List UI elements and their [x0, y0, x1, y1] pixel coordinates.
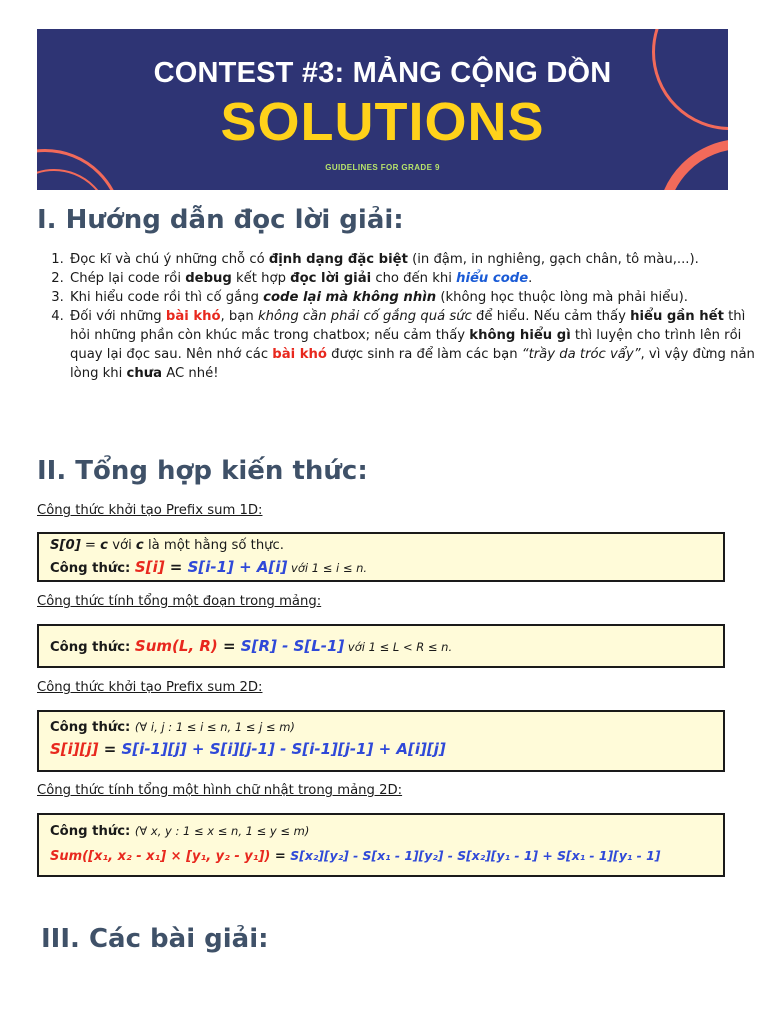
formula-2-box	[37, 624, 725, 668]
guideline-item-4: 4. Đối với những bài khó, bạn không cần phải cố gắng quá sức để hiểu. Nếu cảm thấy hiểu gần hết thì hỏi những phần còn khúc mắc trong chatbox; nếu cảm thấy không hiểu gì thì luyện cho trình lên rồi quay lại đọc sau. Nên nhớ các bài khó được sinh ra để làm các bạn “trầy da tróc vẩy”, vì vậy đừng nản lòng khi chưa AC nhé!	[68, 307, 758, 383]
formula-4-line-2: Sum([x₁, x₂ - x₁] × [y₁, y₂ - y₁]) = S[x₂][y₂] - S[x₁ - 1][y₂] - S[x₂][y₁ - 1] + S[x₁ - 1][y₁ - 1]	[50, 848, 661, 864]
banner-solutions-title: SOLUTIONS	[220, 92, 545, 152]
formula-2-heading: Công thức tính tổng một đoạn trong mảng:	[37, 594, 322, 609]
formula-1-heading: Công thức khởi tạo Prefix sum 1D:	[37, 503, 263, 518]
guideline-list	[36, 250, 758, 383]
formula-4-line-1: Công thức: (∀ x, y : 1 ≤ x ≤ n, 1 ≤ y ≤ m)	[50, 824, 310, 839]
formula-3-line-2: S[i][j] = S[i-1][j] + S[i][j-1] - S[i-1][j-1] + A[i][j]	[50, 740, 446, 758]
formula-1-line-1: S[0] = c với c là một hằng số thực.	[50, 538, 284, 553]
formula-4-box	[37, 813, 725, 877]
banner-contest-title: CONTEST #3: MẢNG CỘNG DỒN	[153, 57, 612, 89]
guideline-item-1: 1. Đọc kĩ và chú ý những chỗ có định dạng đặc biệt (in đậm, in nghiêng, gạch chân, tô màu,...).	[68, 250, 758, 269]
formula-1-line-2: Công thức: S[i] = S[i-1] + A[i] với 1 ≤ i ≤ n.	[50, 558, 368, 576]
header-banner	[37, 29, 728, 190]
formula-3-line-1: Công thức: (∀ i, j : 1 ≤ i ≤ n, 1 ≤ j ≤ m)	[50, 720, 295, 735]
banner-guidelines: GUIDELINES FOR GRADE 9	[325, 163, 440, 172]
formula-3-heading: Công thức khởi tạo Prefix sum 2D:	[37, 680, 263, 695]
formula-3-box	[37, 710, 725, 772]
formula-2-line-1: Công thức: Sum(L, R) = S[R] - S[L-1] với 1 ≤ L < R ≤ n.	[50, 637, 453, 655]
section-2-heading: II. Tổng hợp kiến thức:	[37, 456, 368, 486]
formula-1-box	[37, 532, 725, 582]
section-1-heading: I. Hướng dẫn đọc lời giải:	[37, 205, 404, 235]
section-3-heading: III. Các bài giải:	[41, 924, 269, 954]
guideline-item-2: 2. Chép lại code rồi debug kết hợp đọc lời giải cho đến khi hiểu code.	[68, 269, 758, 288]
formula-4-heading: Công thức tính tổng một hình chữ nhật trong mảng 2D:	[37, 783, 403, 798]
guideline-item-3: 3. Khi hiểu code rồi thì cố gắng code lại mà không nhìn (không học thuộc lòng mà phải hiểu).	[68, 288, 758, 307]
